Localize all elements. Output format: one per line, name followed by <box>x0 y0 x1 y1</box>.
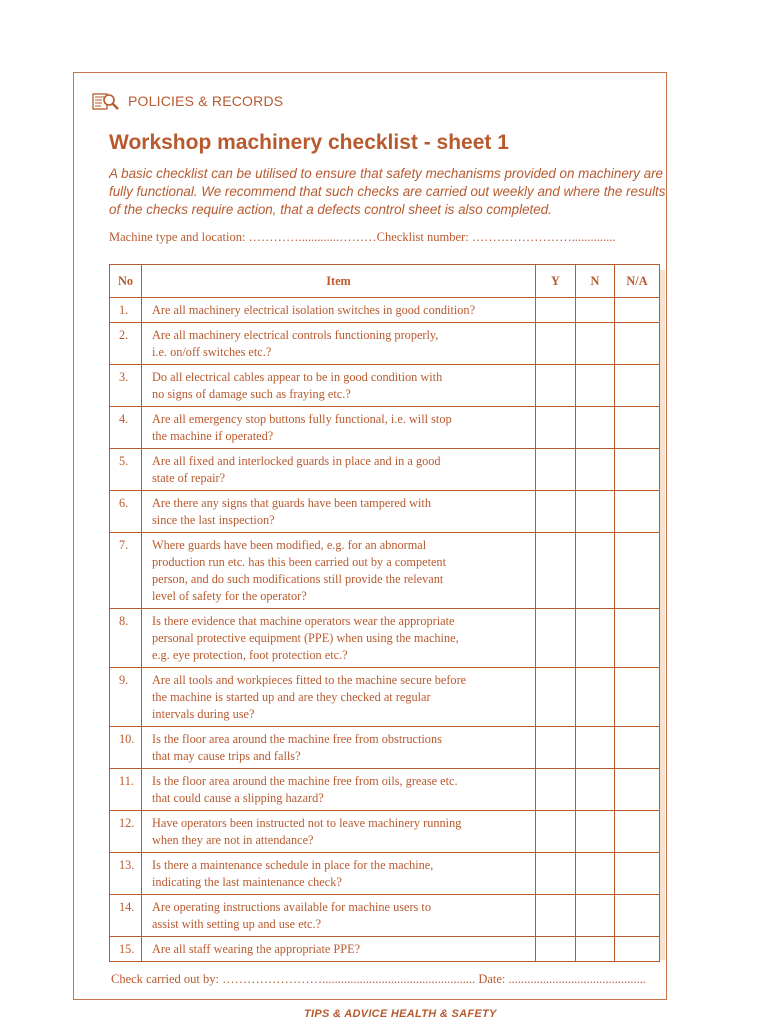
row-item-text: Are all machinery electrical isolation switches in good condition? <box>142 298 536 323</box>
header-not-applicable: N/A <box>615 265 660 298</box>
row-item-text: Where guards have been modified, e.g. for an abnormal production run etc. has this been carried out by a competent person, and do such modifications still provide the relevant level of safety for the operator? <box>142 533 536 609</box>
answer-no-cell[interactable] <box>576 407 615 449</box>
row-number: 12. <box>110 811 142 853</box>
answer-yes-cell[interactable] <box>536 895 576 937</box>
answer-yes-cell[interactable] <box>536 365 576 407</box>
answer-yes-cell[interactable] <box>536 727 576 769</box>
answer-na-cell[interactable] <box>615 769 660 811</box>
row-number: 10. <box>110 727 142 769</box>
table-row <box>110 853 660 895</box>
row-number: 2. <box>110 323 142 365</box>
document-magnifier-icon <box>92 91 120 111</box>
answer-no-cell[interactable] <box>576 668 615 727</box>
answer-na-cell[interactable] <box>615 407 660 449</box>
answer-yes-cell[interactable] <box>536 668 576 727</box>
checklist-rows <box>110 298 660 962</box>
row-number: 7. <box>110 533 142 609</box>
answer-yes-cell[interactable] <box>536 937 576 962</box>
header-no: No <box>110 265 142 298</box>
answer-no-cell[interactable] <box>576 811 615 853</box>
row-number: 4. <box>110 407 142 449</box>
answer-no-cell[interactable] <box>576 323 615 365</box>
table-row <box>110 811 660 853</box>
intro-text: A basic checklist can be utilised to ensure that safety mechanisms provided on machinery are fully functional. We recommend that such checks are carried out weekly and where the results of the checks require action, that a defects control sheet is also completed. <box>109 166 666 217</box>
machine-info-line <box>109 230 616 245</box>
checklist-number-label: Checklist number: <box>376 230 469 244</box>
answer-na-cell[interactable] <box>615 811 660 853</box>
row-number: 6. <box>110 491 142 533</box>
answer-yes-cell[interactable] <box>536 323 576 365</box>
check-carried-out-label: Check carried out by: <box>111 972 219 986</box>
answer-yes-cell[interactable] <box>536 407 576 449</box>
row-item-text: Are operating instructions available for machine users to assist with setting up and use etc.? <box>142 895 536 937</box>
header-item: Item <box>142 265 536 298</box>
table-row <box>110 727 660 769</box>
answer-no-cell[interactable] <box>576 491 615 533</box>
table-row <box>110 937 660 962</box>
table-row <box>110 407 660 449</box>
checklist-table <box>109 264 660 962</box>
answer-na-cell[interactable] <box>615 449 660 491</box>
page-title: Workshop machinery checklist - sheet 1 <box>109 131 509 154</box>
table-row <box>110 491 660 533</box>
answer-yes-cell[interactable] <box>536 298 576 323</box>
table-header-row <box>110 265 660 298</box>
row-item-text: Is there a maintenance schedule in place for the machine, indicating the last maintenance check? <box>142 853 536 895</box>
row-number: 15. <box>110 937 142 962</box>
row-item-text: Is there evidence that machine operators wear the appropriate personal protective equipment (PPE) when using the machine, e.g. eye protection, foot protection etc.? <box>142 609 536 668</box>
answer-no-cell[interactable] <box>576 449 615 491</box>
row-item-text: Are all staff wearing the appropriate PPE? <box>142 937 536 962</box>
answer-na-cell[interactable] <box>615 491 660 533</box>
answer-yes-cell[interactable] <box>536 533 576 609</box>
table-row <box>110 769 660 811</box>
answer-na-cell[interactable] <box>615 937 660 962</box>
table-row <box>110 449 660 491</box>
row-number: 8. <box>110 609 142 668</box>
check-carried-out-field[interactable]: ……………………................................................. <box>222 972 476 986</box>
row-item-text: Is the floor area around the machine free from obstructions that may cause trips and falls? <box>142 727 536 769</box>
row-number: 3. <box>110 365 142 407</box>
row-number: 5. <box>110 449 142 491</box>
row-item-text: Are all machinery electrical controls functioning properly, i.e. on/off switches etc.? <box>142 323 536 365</box>
row-item-text: Do all electrical cables appear to be in good condition with no signs of damage such as fraying etc.? <box>142 365 536 407</box>
table-row <box>110 323 660 365</box>
row-item-text: Are all fixed and interlocked guards in place and in a good state of repair? <box>142 449 536 491</box>
table-row <box>110 365 660 407</box>
date-field[interactable]: ............................................ <box>508 972 647 986</box>
section-header <box>92 90 283 112</box>
answer-na-cell[interactable] <box>615 533 660 609</box>
row-item-text: Are all emergency stop buttons fully functional, i.e. will stop the machine if operated? <box>142 407 536 449</box>
row-number: 14. <box>110 895 142 937</box>
machine-type-label: Machine type and location: <box>109 230 246 244</box>
checklist-number-field[interactable]: …………………….............. <box>471 230 616 244</box>
answer-na-cell[interactable] <box>615 609 660 668</box>
answer-no-cell[interactable] <box>576 937 615 962</box>
table-row <box>110 533 660 609</box>
header-yes: Y <box>536 265 576 298</box>
row-item-text: Have operators been instructed not to leave machinery running when they are not in attendance? <box>142 811 536 853</box>
answer-no-cell[interactable] <box>576 769 615 811</box>
section-label: POLICIES & RECORDS <box>128 93 284 109</box>
answer-no-cell[interactable] <box>576 853 615 895</box>
answer-yes-cell[interactable] <box>536 491 576 533</box>
footer-signoff <box>111 972 646 987</box>
row-number: 13. <box>110 853 142 895</box>
table-row <box>110 895 660 937</box>
brand-logo <box>300 1004 497 1024</box>
answer-yes-cell[interactable] <box>536 449 576 491</box>
row-item-text: Is the floor area around the machine free from oils, grease etc. that could cause a slipping hazard? <box>142 769 536 811</box>
answer-na-cell[interactable] <box>615 668 660 727</box>
answer-yes-cell[interactable] <box>536 769 576 811</box>
answer-yes-cell[interactable] <box>536 609 576 668</box>
answer-no-cell[interactable] <box>576 298 615 323</box>
table-row <box>110 668 660 727</box>
answer-na-cell[interactable] <box>615 298 660 323</box>
answer-yes-cell[interactable] <box>536 853 576 895</box>
answer-no-cell[interactable] <box>576 365 615 407</box>
header-no-answer: N <box>576 265 615 298</box>
answer-no-cell[interactable] <box>576 727 615 769</box>
row-number: 11. <box>110 769 142 811</box>
row-item-text: Are there any signs that guards have been tampered with since the last inspection? <box>142 491 536 533</box>
answer-no-cell[interactable] <box>576 533 615 609</box>
answer-na-cell[interactable] <box>615 727 660 769</box>
date-label: Date: <box>478 972 506 986</box>
answer-no-cell[interactable] <box>576 609 615 668</box>
machine-type-field[interactable]: ………….............……… <box>248 230 377 244</box>
brand-text: TIPS & ADVICE HEALTH & SAFETY <box>304 1008 497 1020</box>
table-row <box>110 298 660 323</box>
row-item-text: Are all tools and workpieces fitted to the machine secure before the machine is started up and are they checked at regular intervals during use? <box>142 668 536 727</box>
answer-yes-cell[interactable] <box>536 811 576 853</box>
answer-na-cell[interactable] <box>615 365 660 407</box>
answer-na-cell[interactable] <box>615 323 660 365</box>
row-number: 9. <box>110 668 142 727</box>
table-row <box>110 609 660 668</box>
answer-na-cell[interactable] <box>615 853 660 895</box>
answer-no-cell[interactable] <box>576 895 615 937</box>
row-number: 1. <box>110 298 142 323</box>
answer-na-cell[interactable] <box>615 895 660 937</box>
